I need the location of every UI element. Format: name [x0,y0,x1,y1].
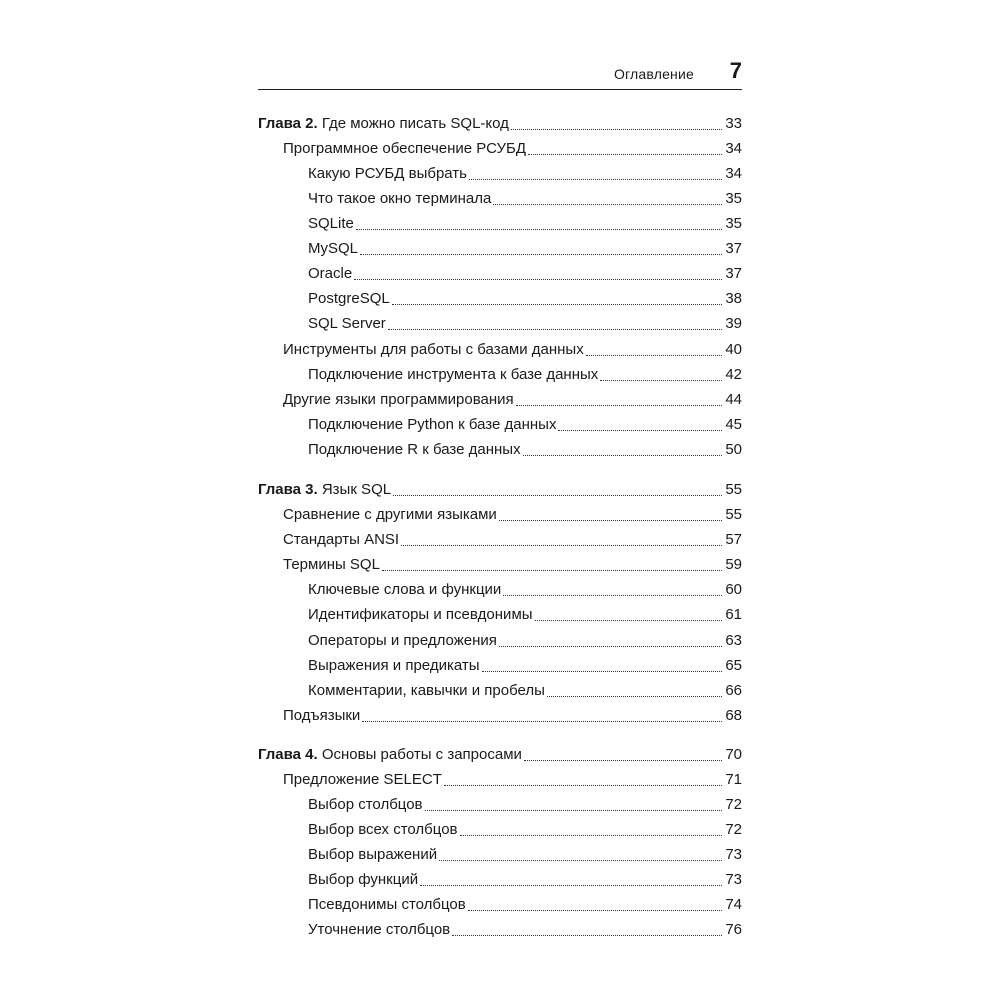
leader-dots [382,570,722,571]
leader-dots [393,495,722,496]
running-title: Оглавление [613,66,694,82]
toc-page: 44 [725,391,742,408]
leader-dots [356,229,722,230]
toc-title: Идентификаторы и псевдонимы [308,606,533,623]
toc-title: Сравнение с другими языками [283,506,497,523]
toc-page: 40 [725,341,742,358]
toc-page: 37 [725,265,742,282]
toc-page: 59 [725,556,742,573]
toc-chapter-3[interactable] [258,479,742,501]
toc-entry[interactable] [308,819,742,841]
toc-entry[interactable] [283,339,742,361]
leader-dots [360,254,722,255]
toc-title: Подъязыки [283,707,361,724]
leader-dots [469,179,722,180]
toc-page: 57 [725,531,742,548]
leader-dots [535,620,723,621]
toc-entry[interactable] [308,794,742,816]
toc-title: Стандарты ANSI [283,531,400,548]
toc-title: Выбор функций [308,871,419,888]
toc-title: Термины SQL [283,556,380,573]
toc-title: Инструменты для работы с базами данных [283,341,584,358]
toc-title: Выражения и предикаты [308,657,480,674]
leader-dots [516,405,723,406]
toc-page: 74 [725,896,742,913]
leader-dots [392,304,723,305]
toc-entry[interactable] [308,163,742,185]
leader-dots [362,721,722,722]
toc-entry[interactable] [283,529,742,551]
toc-page: 34 [725,140,742,157]
leader-dots [401,545,722,546]
leader-dots [511,129,722,130]
toc-page: 72 [725,821,742,838]
toc-title: Выбор выражений [308,846,438,863]
toc-page: 73 [725,871,742,888]
toc-title: Подключение R к базе данных [308,441,521,458]
toc-entry[interactable] [308,364,742,386]
toc-title: SQLite [308,215,354,232]
leader-dots [600,380,722,381]
toc-page: 73 [725,846,742,863]
toc-page: 45 [725,416,742,433]
toc-page: 35 [725,215,742,232]
leader-dots [586,355,723,356]
leader-dots [420,885,722,886]
leader-dots [460,835,723,836]
toc-entry[interactable] [308,213,742,235]
page-number: 7 [729,58,742,83]
toc-entry[interactable] [308,313,742,335]
leader-dots [499,646,722,647]
toc-title: Какую РСУБД выбрать [308,165,467,182]
toc-entry[interactable] [308,869,742,891]
chapter-prefix: Глава 3. [258,481,318,498]
toc-chapter-4[interactable] [258,744,742,766]
toc-entry[interactable] [308,263,742,285]
toc-title: Oracle [308,265,353,282]
leader-dots [547,696,722,697]
toc-page: 37 [725,240,742,257]
leader-dots [425,810,723,811]
chapter-title: Где можно писать SQL-код [317,115,509,132]
toc-page: 63 [725,632,742,649]
toc-entry[interactable] [308,414,742,436]
toc-title: Другие языки программирования [283,391,514,408]
leader-dots [528,154,722,155]
toc-entry[interactable] [308,188,742,210]
leader-dots [439,860,722,861]
leader-dots [499,520,723,521]
leader-dots [388,329,723,330]
toc-title: Что такое окно терминала [308,190,492,207]
toc-page: 50 [725,441,742,458]
leader-dots [468,910,723,911]
toc-entry[interactable] [308,894,742,916]
toc-page: 68 [725,707,742,724]
leader-dots [493,204,722,205]
chapter-prefix: Глава 2. [258,115,318,132]
leader-dots [444,785,722,786]
toc-page: 61 [725,606,742,623]
toc-page: 76 [725,921,742,938]
toc-entry[interactable] [283,554,742,576]
toc-title: Подключение инструмента к базе данных [308,366,599,383]
chapter-prefix: Глава 4. [258,746,318,763]
leader-dots [558,430,722,431]
toc-page: 72 [725,796,742,813]
toc-page: 55 [725,481,742,498]
toc-entry[interactable] [308,439,742,461]
toc-title: Уточнение столбцов [308,921,451,938]
toc-title: Ключевые слова и функции [308,581,502,598]
toc-title: SQL Server [308,315,386,332]
toc-entry[interactable] [283,705,742,727]
toc-title: MySQL [308,240,359,257]
toc-entry[interactable] [308,288,742,310]
leader-dots [523,455,723,456]
leader-dots [452,935,722,936]
toc-title: Выбор всех столбцов [308,821,458,838]
chapter-title: Язык SQL [317,481,392,498]
toc-title: Комментарии, кавычки и пробелы [308,682,545,699]
toc-entry[interactable] [308,630,742,652]
leader-dots [354,279,722,280]
toc-chapter-2[interactable] [258,113,742,135]
leader-dots [524,760,722,761]
toc-entry[interactable] [308,844,742,866]
toc-entry[interactable] [308,579,742,601]
toc-page: 66 [725,682,742,699]
toc-page: 39 [725,315,742,332]
toc-page: 42 [725,366,742,383]
toc-page: 34 [725,165,742,182]
toc-title: Псевдонимы столбцов [308,896,466,913]
toc-entry[interactable] [283,769,742,791]
chapter-title: Основы работы с запросами [317,746,522,763]
toc-entry[interactable] [283,138,742,160]
toc-page: 38 [725,290,742,307]
toc-entry[interactable] [283,389,742,411]
toc-page: 60 [725,581,742,598]
toc-page: 65 [725,657,742,674]
toc-title: Предложение SELECT [283,771,442,788]
toc-page: 33 [725,115,742,132]
toc-entry[interactable] [308,238,742,260]
toc-page: 71 [725,771,742,788]
toc-page: 55 [725,506,742,523]
toc-entry[interactable] [308,604,742,626]
toc-entry[interactable] [308,655,742,677]
toc-title: PostgreSQL [308,290,390,307]
leader-dots [482,671,723,672]
toc-title: Выбор столбцов [308,796,423,813]
toc-title: Операторы и предложения [308,632,497,649]
toc-entry[interactable] [283,504,742,526]
toc-title: Подключение Python к базе данных [308,416,557,433]
toc-entry[interactable] [308,680,742,702]
toc-entry[interactable] [308,919,742,941]
toc-page: 35 [725,190,742,207]
toc-title: Программное обеспечение РСУБД [283,140,526,157]
leader-dots [503,595,722,596]
toc-page: 70 [725,746,742,763]
